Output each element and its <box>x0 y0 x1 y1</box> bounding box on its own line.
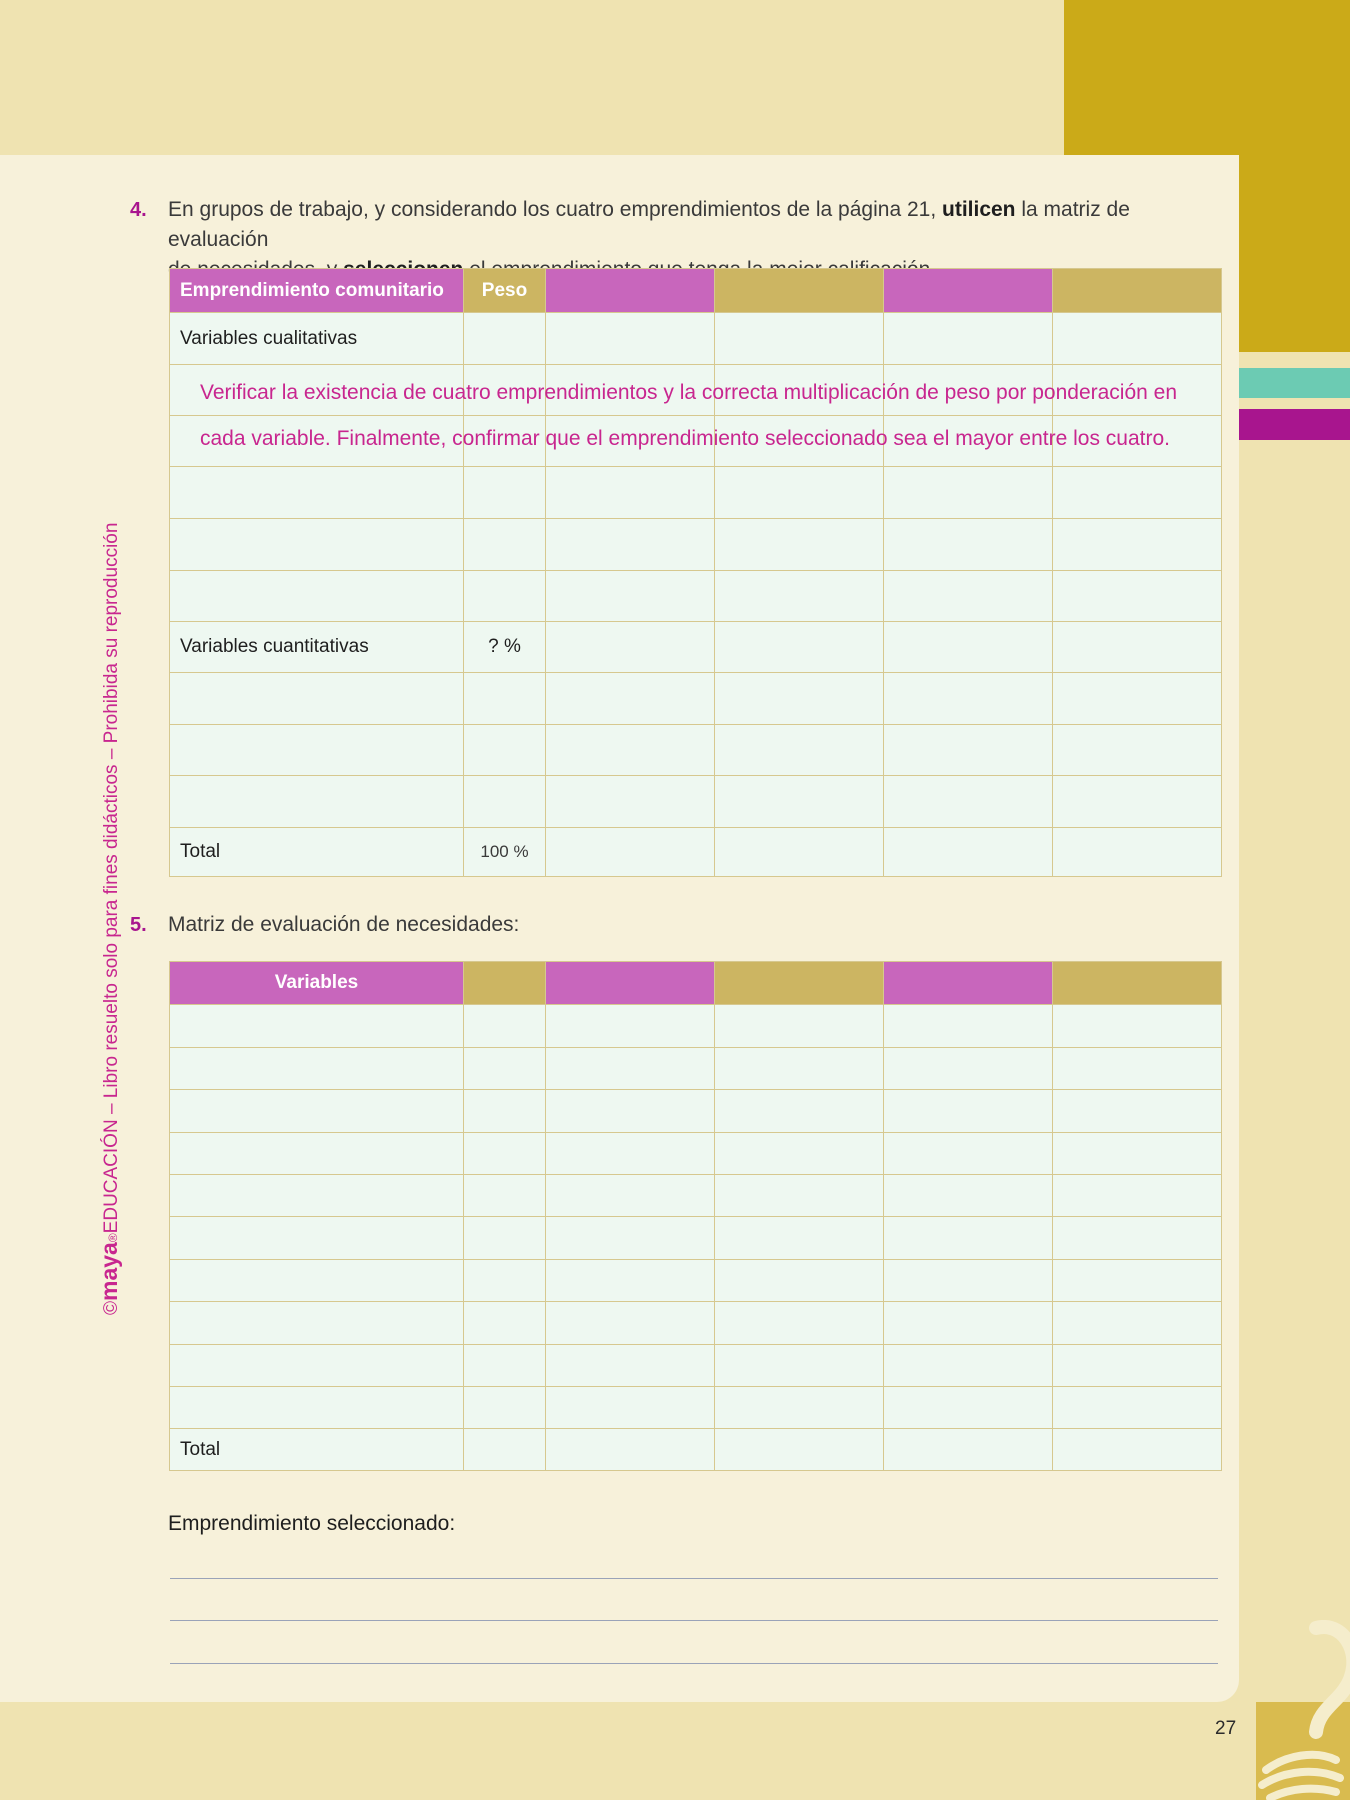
table-cell[interactable] <box>715 1260 884 1302</box>
table-cell[interactable] <box>546 1133 715 1175</box>
table-cell[interactable] <box>884 519 1053 571</box>
table-cell[interactable] <box>170 1048 464 1090</box>
table-cell[interactable] <box>1053 1302 1222 1345</box>
table-cell[interactable] <box>546 828 715 877</box>
question-number: 5. <box>130 914 147 936</box>
table-cell[interactable] <box>884 1175 1053 1217</box>
table-cell[interactable] <box>170 571 464 622</box>
table-cell[interactable] <box>1053 776 1222 828</box>
question-number: 4. <box>130 199 147 221</box>
table-cell[interactable] <box>464 1387 546 1429</box>
table-cell[interactable] <box>170 1387 464 1429</box>
table-cell[interactable] <box>170 673 464 725</box>
table-cell[interactable] <box>546 571 715 622</box>
writing-line[interactable] <box>170 1663 1218 1664</box>
table-cell[interactable] <box>170 1217 464 1260</box>
header-cell <box>715 962 884 1005</box>
table-cell[interactable] <box>170 725 464 776</box>
table-cell[interactable] <box>884 1048 1053 1090</box>
table-header-row <box>170 269 1222 313</box>
table-cell[interactable] <box>464 571 546 622</box>
text-run: la matriz de evaluación <box>168 198 1130 251</box>
table-cell[interactable] <box>546 1048 715 1090</box>
table-cell[interactable] <box>170 776 464 828</box>
table-cell[interactable] <box>884 467 1053 519</box>
table-cell[interactable] <box>715 1345 884 1387</box>
table-cell[interactable] <box>546 1302 715 1345</box>
table-row <box>170 1090 1222 1133</box>
table-cell[interactable] <box>546 519 715 571</box>
table-cell[interactable] <box>464 1429 546 1471</box>
table-cell[interactable] <box>715 828 884 877</box>
table-row <box>170 1217 1222 1260</box>
table-cell[interactable] <box>1053 313 1222 365</box>
table-cell[interactable] <box>715 1387 884 1429</box>
table-row <box>170 1133 1222 1175</box>
table-cell[interactable] <box>884 776 1053 828</box>
table-cell[interactable] <box>715 622 884 673</box>
copyright-symbol: © <box>101 1301 122 1315</box>
table-cell[interactable] <box>884 313 1053 365</box>
table-cell[interactable] <box>546 1429 715 1471</box>
table-row <box>170 1175 1222 1217</box>
table-cell[interactable] <box>884 1260 1053 1302</box>
quantitative-weight: ? % <box>464 622 546 673</box>
table-cell[interactable] <box>170 1345 464 1387</box>
registered-mark: ® <box>106 1233 120 1243</box>
table-cell[interactable] <box>464 1133 546 1175</box>
total-label: Total <box>170 1429 464 1471</box>
magenta-stripe <box>1239 409 1350 440</box>
copyright-side-text <box>96 523 123 1315</box>
table-cell[interactable] <box>464 673 546 725</box>
table-cell[interactable] <box>170 467 464 519</box>
header-weight: Peso <box>464 269 546 313</box>
writing-line[interactable] <box>170 1620 1218 1621</box>
total-weight: 100 % <box>464 828 546 877</box>
table-cell[interactable] <box>546 1387 715 1429</box>
header-cell <box>546 269 715 313</box>
table-cell[interactable] <box>546 313 715 365</box>
question-text: Matriz de evaluación de necesidades: <box>168 913 520 936</box>
teacher-answer-note <box>200 370 1180 462</box>
table-cell[interactable] <box>715 1429 884 1471</box>
table-cell[interactable] <box>170 1260 464 1302</box>
table-cell[interactable] <box>1053 1260 1222 1302</box>
table-cell[interactable] <box>1053 1133 1222 1175</box>
table-cell[interactable] <box>464 1302 546 1345</box>
table-cell[interactable] <box>715 725 884 776</box>
selected-label: Emprendimiento seleccionado: <box>168 1512 456 1535</box>
table-row <box>170 1387 1222 1429</box>
table-cell[interactable] <box>1053 467 1222 519</box>
needs-matrix <box>169 961 1222 1471</box>
table-cell[interactable] <box>715 571 884 622</box>
table-row <box>170 725 1222 776</box>
table-cell[interactable] <box>464 1090 546 1133</box>
table-cell[interactable] <box>884 1302 1053 1345</box>
total-label: Total <box>170 828 464 877</box>
evaluation-matrix <box>169 268 1222 877</box>
table-cell[interactable] <box>884 1090 1053 1133</box>
table-cell[interactable] <box>1053 725 1222 776</box>
teal-stripe <box>1239 368 1350 398</box>
table-row <box>170 313 1222 365</box>
table-cell[interactable] <box>715 1048 884 1090</box>
table-cell[interactable] <box>464 725 546 776</box>
table-row <box>170 519 1222 571</box>
table-cell[interactable] <box>715 1217 884 1260</box>
table-cell[interactable] <box>1053 571 1222 622</box>
answer-line-2: cada variable. Finalmente, confirmar que el emprendimiento seleccionado sea el mayor entre los cuatro. <box>200 427 1170 450</box>
bold-verb: utilicen <box>942 198 1016 221</box>
table-cell[interactable] <box>464 519 546 571</box>
qualitative-label: Variables cualitativas <box>170 313 464 365</box>
table-cell[interactable] <box>884 1133 1053 1175</box>
table-cell[interactable] <box>715 1175 884 1217</box>
lightbulb-icon <box>1256 1620 1350 1800</box>
table-cell[interactable] <box>1053 1217 1222 1260</box>
table-cell[interactable] <box>464 1048 546 1090</box>
table-cell[interactable] <box>464 776 546 828</box>
header-cell <box>464 962 546 1005</box>
table-row <box>170 467 1222 519</box>
text-run: En grupos de trabajo, y considerando los cuatro emprendimientos de la página 21, <box>168 198 942 221</box>
table-row <box>170 1005 1222 1048</box>
page-number: 27 <box>1215 1718 1237 1739</box>
table-cell[interactable] <box>546 725 715 776</box>
table-cell[interactable] <box>546 776 715 828</box>
table-cell[interactable] <box>464 1217 546 1260</box>
table-cell[interactable] <box>884 828 1053 877</box>
table-cell[interactable] <box>715 1090 884 1133</box>
table-cell[interactable] <box>170 1090 464 1133</box>
table-row <box>170 1048 1222 1090</box>
table-cell[interactable] <box>464 1005 546 1048</box>
table-cell[interactable] <box>464 1260 546 1302</box>
table-cell[interactable] <box>715 1005 884 1048</box>
table-cell[interactable] <box>884 1005 1053 1048</box>
copyright-text: EDUCACIÓN – Libro resuelto solo para fines didácticos – Prohibida su reproducción <box>101 522 122 1234</box>
header-cell <box>1053 962 1222 1005</box>
table-row <box>170 776 1222 828</box>
table-cell[interactable] <box>715 519 884 571</box>
table-cell[interactable] <box>715 776 884 828</box>
table-cell[interactable] <box>464 1345 546 1387</box>
bottom-band <box>0 1702 1350 1800</box>
table-cell[interactable] <box>464 1175 546 1217</box>
table-cell[interactable] <box>464 313 546 365</box>
table-cell[interactable] <box>1053 519 1222 571</box>
table-cell[interactable] <box>546 673 715 725</box>
table-cell[interactable] <box>884 622 1053 673</box>
table-cell[interactable] <box>884 725 1053 776</box>
table-cell[interactable] <box>546 1345 715 1387</box>
answer-line-1: Verificar la existencia de cuatro emprendimientos y la correcta multiplicación de peso por ponderación en <box>200 381 1178 404</box>
table-cell[interactable] <box>546 1217 715 1260</box>
table-cell[interactable] <box>1053 1048 1222 1090</box>
table-cell[interactable] <box>170 1005 464 1048</box>
header-variables: Variables <box>170 962 464 1005</box>
table-cell[interactable] <box>884 1345 1053 1387</box>
header-cell <box>884 962 1053 1005</box>
table-cell[interactable] <box>884 571 1053 622</box>
header-cell <box>715 269 884 313</box>
table-cell[interactable] <box>546 1005 715 1048</box>
quantitative-label: Variables cuantitativas <box>170 622 464 673</box>
table-row <box>170 571 1222 622</box>
table-cell[interactable] <box>715 673 884 725</box>
table-row <box>170 1345 1222 1387</box>
table-cell[interactable] <box>715 313 884 365</box>
table-cell[interactable] <box>715 1302 884 1345</box>
table-cell[interactable] <box>1053 1429 1222 1471</box>
table-cell[interactable] <box>884 1429 1053 1471</box>
writing-line[interactable] <box>170 1578 1218 1579</box>
table-cell[interactable] <box>1053 1387 1222 1429</box>
table-cell[interactable] <box>884 1217 1053 1260</box>
table-cell[interactable] <box>170 1302 464 1345</box>
table-cell[interactable] <box>1053 673 1222 725</box>
table-cell[interactable] <box>464 467 546 519</box>
table-cell[interactable] <box>546 467 715 519</box>
table-cell[interactable] <box>170 1175 464 1217</box>
header-entrepreneurship: Emprendimiento comunitario <box>170 269 464 313</box>
table-cell[interactable] <box>170 1133 464 1175</box>
table-cell[interactable] <box>715 1133 884 1175</box>
table-cell[interactable] <box>170 519 464 571</box>
table-cell[interactable] <box>1053 1090 1222 1133</box>
total-row <box>170 828 1222 877</box>
brand-logo: maya <box>96 1242 122 1301</box>
table-row <box>170 1260 1222 1302</box>
header-cell <box>884 269 1053 313</box>
table-cell[interactable] <box>546 1090 715 1133</box>
table-cell[interactable] <box>884 673 1053 725</box>
table-cell[interactable] <box>546 622 715 673</box>
table-cell[interactable] <box>884 1387 1053 1429</box>
question-line-1 <box>168 195 1228 255</box>
table-cell[interactable] <box>1053 828 1222 877</box>
header-cell <box>1053 269 1222 313</box>
table-cell[interactable] <box>715 467 884 519</box>
header-cell <box>546 962 715 1005</box>
table-row <box>170 673 1222 725</box>
table-row <box>170 1302 1222 1345</box>
table-row <box>170 622 1222 673</box>
table-cell[interactable] <box>1053 1005 1222 1048</box>
table-header-row <box>170 962 1222 1005</box>
table-cell[interactable] <box>1053 1345 1222 1387</box>
table-cell[interactable] <box>546 1260 715 1302</box>
table-cell[interactable] <box>546 1175 715 1217</box>
table-cell[interactable] <box>1053 1175 1222 1217</box>
table-cell[interactable] <box>1053 622 1222 673</box>
total-row <box>170 1429 1222 1471</box>
